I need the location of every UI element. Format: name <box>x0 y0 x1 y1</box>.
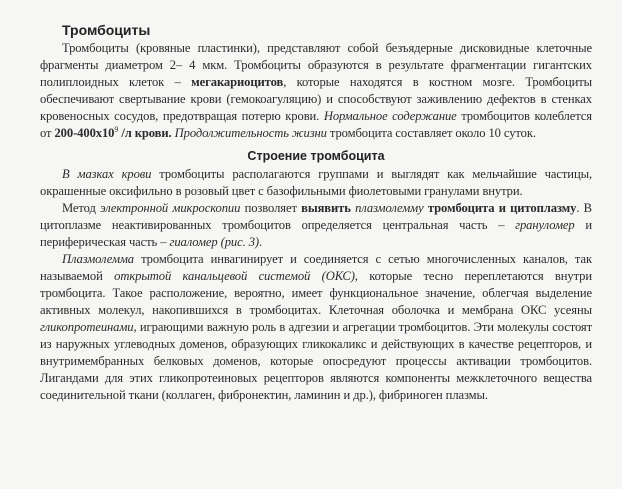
text-run: тромбоцита и <box>423 201 511 215</box>
term-normal-content: Нормальное содержание <box>323 109 457 123</box>
text-run: Тромбоциты (кровяные пластинки), представляют собой безъядерные дисковидные клеточные фрагменты диаметром 2– 4 мкм. Тромбоциты образуются в результате фрагментации гигантских полиплоидных клеток – <box>40 41 592 89</box>
paragraph-blood-smears <box>40 166 592 200</box>
paragraph-electron-microscopy <box>40 200 592 251</box>
term-glycoproteins: гликопротеинами, <box>40 320 137 334</box>
platelet-count-unit: /л крови. <box>118 126 175 140</box>
platelet-count-value: 200-400х10 <box>54 126 115 140</box>
section-title-platelets: Тромбоциты <box>62 22 151 38</box>
text-run: , которые находятся в костном мозге. Тромбоциты обеспечивают свертывание крови (гемокоагуляцию) и способствуют заживлению дефектов в стенках кровеносных сосудов, предотвращая потерю крови. <box>40 75 592 123</box>
paragraph-platelets-intro <box>40 40 592 142</box>
term-plasmalemma: плазмолемму <box>355 201 424 215</box>
text-run: и периферическая часть – <box>40 218 592 249</box>
term-lifespan: Продолжительность жизни <box>174 126 327 140</box>
text-run: . <box>259 235 263 249</box>
section-title-platelet-structure: Строение тромбоцита <box>247 149 385 163</box>
text-run: тромбоциты располагаются группами и выглядят как мельчайшие частицы, окрашенные оксифильно в розовый цвет с базофильными фиолетовыми гранулами внутри. <box>40 167 592 198</box>
term-reveal: выявить <box>301 201 351 215</box>
text-run: позволяет <box>240 201 302 215</box>
term-hyalomere: гиаломер (рис. 3) <box>169 235 260 249</box>
text-run: которые тесно переплетаются внутри тромбоцита. Такое расположение, вероятно, имеет функциональное значение, облегчая выделение активных молекул, накопившихся в тромбоцитах. Клеточная оболочка и мембрана ОКС усеяны <box>40 269 592 317</box>
text-run: тромбоцита инвагинирует и соединяется с сетью многочисленных каналов, так называемой <box>40 252 592 283</box>
term-cytoplasm: цитоплазму <box>510 201 577 215</box>
term-electron-microscopy: электронной микроскопии <box>100 201 241 215</box>
exponent: 9 <box>114 124 119 134</box>
paragraph-plasmalemma <box>40 251 592 404</box>
term-plasmalemma: Плазмолемма <box>62 252 135 266</box>
text-run: играющими важную роль в адгезии и агрегации тромбоцитов. Эти молекулы состоят из наружных углеводных доменов, образующих гликокаликс и действующих в качестве рецепторов, и внутримембранных белковых доменов, которые опосредуют процессы активации тромбоцитов. Лигандами для этих гликопротеиновых рецепторов являются компоненты межклеточного вещества соединительной ткани (коллаген, фибронектин, ламинин и др.), фибриноген плазмы. <box>40 320 592 402</box>
term-open-canalicular-system: открытой канальцевой системой (ОКС), <box>114 269 358 283</box>
text-run: . В цитоплазме неактивированных тромбоцитов определяется центральная часть – <box>40 201 592 232</box>
term-megakaryocytes: мегакариоцитов <box>191 75 284 89</box>
text-run: тромбоцитов колеблется от <box>40 109 592 140</box>
term-blood-smears: В мазках крови <box>62 167 152 181</box>
term-granulomere: грануломер <box>515 218 575 232</box>
text-run: тромбоцита составляет около 10 суток. <box>326 126 536 140</box>
text-run: Метод <box>62 201 101 215</box>
